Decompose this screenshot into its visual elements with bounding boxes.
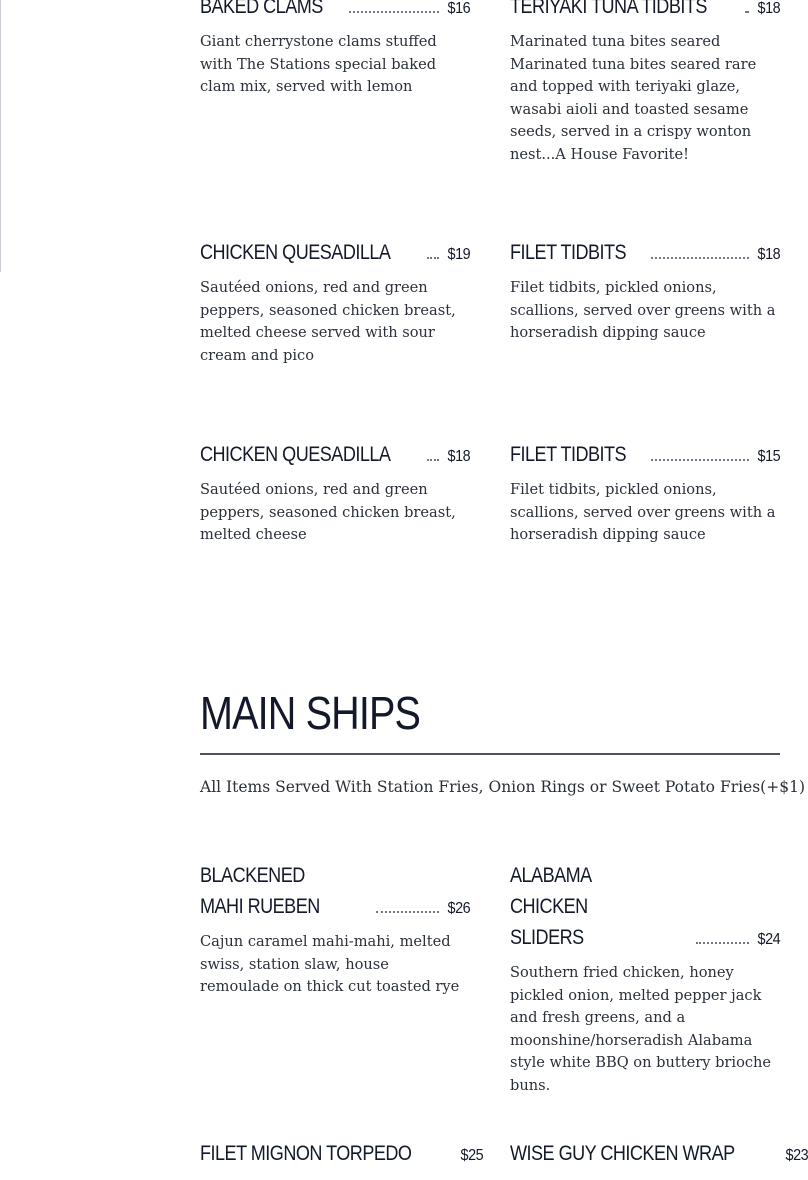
dot-leader (427, 459, 438, 461)
menu-item-chicken-quesadilla-2 (200, 439, 470, 547)
section-title: MAIN SHIPS (200, 687, 421, 739)
menu-item-description: Filet tidbits, pickled onions, scallions, served over greens with a horseradish dipping sauce (510, 481, 776, 543)
menu-item-description: Filet tidbits, pickled onions, scallions, served over greens with a horseradish dipping sauce (510, 279, 776, 341)
menu-item-name: ALABAMA CHICKEN SLIDERS (510, 864, 591, 949)
dot-leader (745, 11, 749, 13)
menu-item-price: $26 (447, 900, 470, 917)
menu-item-chicken-quesadilla (200, 237, 470, 367)
menu-item-description: Sautéed onions, red and green peppers, seasoned chicken breast, melted cheese served with sour cream and pico (200, 279, 456, 364)
menu-item-header (200, 439, 470, 470)
menu-item-header (510, 0, 780, 22)
menu-item-teriyaki-tuna-tidbits (510, 0, 780, 166)
menu-item-wise-guy-chicken-wrap (510, 1138, 808, 1169)
dot-leader (651, 257, 749, 259)
menu-item-header (510, 237, 780, 268)
menu-item-price: $18 (757, 246, 780, 263)
menu-item-name: BAKED CLAMS (200, 0, 323, 18)
menu-item-filet-mignon-torpedo (200, 1138, 484, 1169)
left-edge-divider (0, 0, 1, 272)
dot-leader (427, 257, 438, 259)
menu-item-header (510, 860, 780, 953)
menu-item-name: CHICKEN QUESADILLA (200, 241, 391, 264)
menu-item-filet-tidbits (510, 237, 780, 345)
menu-item-description: Cajun caramel mahi-mahi, melted swiss, station slaw, house remoulade on thick cut toasted rye (200, 933, 460, 995)
menu-item-name: CHICKEN QUESADILLA (200, 443, 391, 466)
menu-item-name: WISE GUY CHICKEN WRAP (510, 1142, 735, 1165)
menu-item-name: FILET TIDBITS (510, 241, 627, 264)
menu-item-price: $23 (785, 1147, 808, 1164)
menu-item-description: Sautéed onions, red and green peppers, seasoned chicken breast, melted cheese (200, 481, 456, 543)
menu-item-header (200, 1138, 484, 1169)
menu-item-price: $18 (447, 448, 470, 465)
dot-leader (651, 459, 749, 461)
menu-item-price: $15 (757, 448, 780, 465)
menu-item-name: TERIYAKI TUNA TIDBITS (510, 0, 707, 18)
menu-item-price: $18 (757, 0, 780, 17)
menu-item-header (510, 439, 780, 470)
menu-item-description: Southern fried chicken, honey pickled onion, melted pepper jack and fresh greens, and a moonshine/horseradish Alabama style white BBQ on buttery brioche buns. (510, 964, 772, 1094)
menu-item-filet-tidbits-2 (510, 439, 780, 547)
menu-item-header (200, 237, 470, 268)
menu-item-header (200, 860, 470, 922)
menu-item-description: Marinated tuna bites seared Marinated tuna bites seared rare and topped with teriyaki glaze, wasabi aioli and toasted sesame seeds, served in a crispy wonton nest...A House Favorite! (510, 33, 757, 163)
menu-item-header (200, 0, 470, 22)
menu-item-price: $19 (447, 246, 470, 263)
menu-item-name: FILET TIDBITS (510, 443, 627, 466)
menu-item-price: $16 (447, 0, 470, 17)
menu-item-baked-clams (200, 0, 470, 99)
menu-item-blackened-mahi-rueben (200, 860, 470, 999)
dot-leader (376, 911, 439, 913)
dot-leader (696, 942, 749, 944)
menu-item-price: $25 (460, 1147, 484, 1164)
menu-item-alabama-chicken-sliders (510, 860, 780, 1097)
menu-item-price: $24 (757, 931, 780, 948)
dot-leader (349, 11, 439, 13)
menu-item-name: BLACKENED MAHI RUEBEN (200, 864, 320, 918)
section-divider (200, 753, 780, 755)
menu-item-description: Giant cherrystone clams stuffed with The Stations special baked clam mix, served with lemon (200, 33, 437, 95)
section-note: All Items Served With Station Fries, Onion Rings or Sweet Potato Fries(+$1) (200, 778, 805, 796)
menu-item-header (510, 1138, 808, 1169)
menu-item-name: FILET MIGNON TORPEDO (200, 1142, 412, 1165)
